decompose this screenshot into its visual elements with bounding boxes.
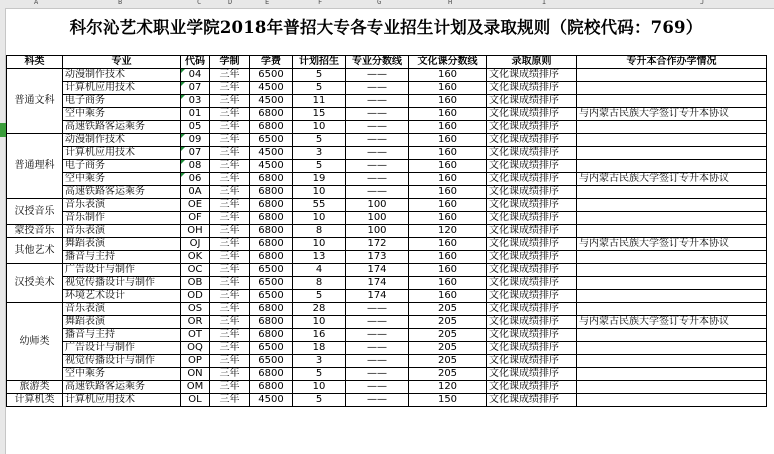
fee-cell[interactable]: 6800 xyxy=(250,381,293,394)
coop-cell[interactable] xyxy=(577,160,767,173)
culture-line-cell[interactable]: 160 xyxy=(409,82,487,95)
code-cell[interactable]: 06 xyxy=(181,173,210,186)
pro-line-cell[interactable]: —— xyxy=(346,368,409,381)
coop-cell[interactable]: 与内蒙古民族大学签订专升本协议 xyxy=(577,316,767,329)
pro-line-cell[interactable]: —— xyxy=(346,69,409,82)
fee-cell[interactable]: 6500 xyxy=(250,69,293,82)
rule-cell[interactable]: 文化课成绩排序 xyxy=(487,160,577,173)
code-cell[interactable]: 04 xyxy=(181,69,210,82)
table-row xyxy=(7,173,767,186)
rule-cell[interactable]: 文化课成绩排序 xyxy=(487,277,577,290)
years-cell[interactable]: 三年 xyxy=(210,121,250,134)
major-cell[interactable]: 电子商务 xyxy=(63,95,181,108)
culture-line-cell[interactable]: 150 xyxy=(409,394,487,407)
culture-line-cell[interactable]: 160 xyxy=(409,186,487,199)
years-cell[interactable]: 三年 xyxy=(210,251,250,264)
coop-cell[interactable]: 与内蒙古民族大学签订专升本协议 xyxy=(577,173,767,186)
culture-line-cell[interactable]: 160 xyxy=(409,173,487,186)
fee-cell[interactable]: 6800 xyxy=(250,212,293,225)
years-cell[interactable]: 三年 xyxy=(210,212,250,225)
major-cell[interactable]: 计算机应用技术 xyxy=(63,82,181,95)
pro-line-cell[interactable]: 172 xyxy=(346,238,409,251)
pro-line-cell[interactable]: —— xyxy=(346,329,409,342)
table-row xyxy=(7,329,767,342)
major-cell[interactable]: 音乐制作 xyxy=(63,212,181,225)
fee-cell[interactable]: 4500 xyxy=(250,95,293,108)
table-row xyxy=(7,303,767,316)
category-cell[interactable]: 汉授音乐 xyxy=(7,199,63,225)
fee-cell[interactable]: 6800 xyxy=(250,121,293,134)
pro-line-cell[interactable]: —— xyxy=(346,342,409,355)
plan-cell[interactable]: 3 xyxy=(293,147,346,160)
plan-cell[interactable]: 28 xyxy=(293,303,346,316)
pro-line-cell[interactable]: —— xyxy=(346,121,409,134)
rule-cell[interactable]: 文化课成绩排序 xyxy=(487,316,577,329)
code-cell[interactable]: 05 xyxy=(181,121,210,134)
code-cell[interactable]: OS xyxy=(181,303,210,316)
plan-cell[interactable]: 8 xyxy=(293,225,346,238)
rule-cell[interactable]: 文化课成绩排序 xyxy=(487,355,577,368)
coop-cell[interactable] xyxy=(577,69,767,82)
major-cell[interactable]: 播音与主持 xyxy=(63,251,181,264)
plan-cell[interactable]: 13 xyxy=(293,251,346,264)
plan-cell[interactable]: 5 xyxy=(293,368,346,381)
major-cell[interactable]: 计算机应用技术 xyxy=(63,147,181,160)
culture-line-cell[interactable]: 160 xyxy=(409,147,487,160)
plan-cell[interactable]: 55 xyxy=(293,199,346,212)
rule-cell[interactable]: 文化课成绩排序 xyxy=(487,173,577,186)
column-header-bar[interactable] xyxy=(0,0,774,9)
plan-cell[interactable]: 10 xyxy=(293,381,346,394)
rule-cell[interactable]: 文化课成绩排序 xyxy=(487,108,577,121)
code-cell[interactable]: 01 xyxy=(181,108,210,121)
rule-cell[interactable]: 文化课成绩排序 xyxy=(487,121,577,134)
culture-line-cell[interactable]: 160 xyxy=(409,134,487,147)
plan-cell[interactable]: 18 xyxy=(293,342,346,355)
code-cell[interactable]: OP xyxy=(181,355,210,368)
code-cell[interactable]: OT xyxy=(181,329,210,342)
culture-line-cell[interactable]: 205 xyxy=(409,342,487,355)
pro-line-cell[interactable]: —— xyxy=(346,173,409,186)
code-cell[interactable]: 03 xyxy=(181,95,210,108)
culture-line-cell[interactable]: 160 xyxy=(409,212,487,225)
major-cell[interactable]: 视觉传播设计与制作 xyxy=(63,277,181,290)
table-row xyxy=(7,290,767,303)
major-cell[interactable]: 舞蹈表演 xyxy=(63,238,181,251)
table-row xyxy=(7,121,767,134)
fee-cell[interactable]: 6500 xyxy=(250,355,293,368)
plan-cell[interactable]: 19 xyxy=(293,173,346,186)
pro-line-cell[interactable]: 174 xyxy=(346,264,409,277)
rule-cell[interactable]: 文化课成绩排序 xyxy=(487,82,577,95)
plan-cell[interactable]: 8 xyxy=(293,277,346,290)
header-rule[interactable]: 录取原则 xyxy=(487,56,577,69)
years-cell[interactable]: 三年 xyxy=(210,95,250,108)
fee-cell[interactable]: 6500 xyxy=(250,134,293,147)
years-cell[interactable]: 三年 xyxy=(210,264,250,277)
major-cell[interactable]: 空中乘务 xyxy=(63,368,181,381)
table-row xyxy=(7,186,767,199)
coop-cell[interactable] xyxy=(577,394,767,407)
column-letter-i[interactable]: I xyxy=(542,0,547,6)
years-cell[interactable]: 三年 xyxy=(210,290,250,303)
code-cell[interactable]: 08 xyxy=(181,160,210,173)
rule-cell[interactable]: 文化课成绩排序 xyxy=(487,368,577,381)
coop-cell[interactable] xyxy=(577,368,767,381)
major-cell[interactable]: 视觉传播设计与制作 xyxy=(63,355,181,368)
culture-line-cell[interactable]: 160 xyxy=(409,69,487,82)
pro-line-cell[interactable]: —— xyxy=(346,147,409,160)
pro-line-cell[interactable]: —— xyxy=(346,316,409,329)
fee-cell[interactable]: 4500 xyxy=(250,147,293,160)
coop-cell[interactable] xyxy=(577,134,767,147)
pro-line-cell[interactable]: 174 xyxy=(346,290,409,303)
header-culture-line[interactable]: 文化课分数线 xyxy=(409,56,487,69)
code-cell[interactable]: OL xyxy=(181,394,210,407)
major-cell[interactable]: 空中乘务 xyxy=(63,108,181,121)
rule-cell[interactable]: 文化课成绩排序 xyxy=(487,147,577,160)
coop-cell[interactable] xyxy=(577,212,767,225)
coop-cell[interactable] xyxy=(577,251,767,264)
category-cell[interactable]: 幼师类 xyxy=(7,303,63,381)
major-cell[interactable]: 高速铁路客运乘务 xyxy=(63,186,181,199)
years-cell[interactable]: 三年 xyxy=(210,134,250,147)
table-row xyxy=(7,316,767,329)
fee-cell[interactable]: 4500 xyxy=(250,82,293,95)
header-pro-line[interactable]: 专业分数线 xyxy=(346,56,409,69)
pro-line-cell[interactable]: 100 xyxy=(346,212,409,225)
table-row xyxy=(7,160,767,173)
header-years[interactable]: 学制 xyxy=(210,56,250,69)
table-row xyxy=(7,147,767,160)
years-cell[interactable]: 三年 xyxy=(210,199,250,212)
culture-line-cell[interactable]: 160 xyxy=(409,290,487,303)
coop-cell[interactable] xyxy=(577,277,767,290)
major-cell[interactable]: 音乐表演 xyxy=(63,225,181,238)
header-plan[interactable]: 计划招生 xyxy=(293,56,346,69)
years-cell[interactable]: 三年 xyxy=(210,186,250,199)
sheet-title[interactable]: 科尔沁艺术职业学院2018年普招大专各专业招生计划及录取规则（院校代码：769） xyxy=(69,18,703,37)
pro-line-cell[interactable]: —— xyxy=(346,186,409,199)
code-cell[interactable]: 0A xyxy=(181,186,210,199)
culture-line-cell[interactable]: 120 xyxy=(409,381,487,394)
table-row xyxy=(7,355,767,368)
code-cell[interactable]: ON xyxy=(181,368,210,381)
culture-line-cell[interactable]: 160 xyxy=(409,121,487,134)
pro-line-cell[interactable]: —— xyxy=(346,95,409,108)
coop-cell[interactable] xyxy=(577,147,767,160)
table-row xyxy=(7,108,767,121)
category-cell[interactable]: 普通理科 xyxy=(7,134,63,199)
category-cell[interactable]: 普通文科 xyxy=(7,69,63,134)
fee-cell[interactable]: 6800 xyxy=(250,186,293,199)
header-fee[interactable]: 学费 xyxy=(250,56,293,69)
coop-cell[interactable]: 与内蒙古民族大学签订专升本协议 xyxy=(577,238,767,251)
years-cell[interactable]: 三年 xyxy=(210,316,250,329)
pro-line-cell[interactable]: —— xyxy=(346,355,409,368)
code-cell[interactable]: OC xyxy=(181,264,210,277)
culture-line-cell[interactable]: 120 xyxy=(409,225,487,238)
coop-cell[interactable] xyxy=(577,342,767,355)
table-row xyxy=(7,277,767,290)
plan-cell[interactable]: 11 xyxy=(293,95,346,108)
fee-cell[interactable]: 6800 xyxy=(250,108,293,121)
coop-cell[interactable] xyxy=(577,290,767,303)
rule-cell[interactable]: 文化课成绩排序 xyxy=(487,212,577,225)
major-cell[interactable]: 高速铁路客运乘务 xyxy=(63,121,181,134)
coop-cell[interactable] xyxy=(577,329,767,342)
rule-cell[interactable]: 文化课成绩排序 xyxy=(487,225,577,238)
code-cell[interactable]: OB xyxy=(181,277,210,290)
code-cell[interactable]: OR xyxy=(181,316,210,329)
pro-line-cell[interactable]: 100 xyxy=(346,225,409,238)
major-cell[interactable]: 广告设计与制作 xyxy=(63,264,181,277)
code-cell[interactable]: OD xyxy=(181,290,210,303)
coop-cell[interactable] xyxy=(577,303,767,316)
plan-cell[interactable]: 5 xyxy=(293,69,346,82)
coop-cell[interactable] xyxy=(577,121,767,134)
plan-cell[interactable]: 10 xyxy=(293,212,346,225)
years-cell[interactable]: 三年 xyxy=(210,381,250,394)
fee-cell[interactable]: 4500 xyxy=(250,160,293,173)
table-row xyxy=(7,394,767,407)
years-cell[interactable]: 三年 xyxy=(210,108,250,121)
plan-cell[interactable]: 10 xyxy=(293,186,346,199)
plan-cell[interactable]: 5 xyxy=(293,394,346,407)
years-cell[interactable]: 三年 xyxy=(210,355,250,368)
pro-line-cell[interactable]: 173 xyxy=(346,251,409,264)
fee-cell[interactable]: 6800 xyxy=(250,368,293,381)
fee-cell[interactable]: 6500 xyxy=(250,342,293,355)
plan-cell[interactable]: 4 xyxy=(293,264,346,277)
plan-cell[interactable]: 16 xyxy=(293,329,346,342)
culture-line-cell[interactable]: 160 xyxy=(409,277,487,290)
rule-cell[interactable]: 文化课成绩排序 xyxy=(487,199,577,212)
years-cell[interactable]: 三年 xyxy=(210,147,250,160)
culture-line-cell[interactable]: 160 xyxy=(409,108,487,121)
coop-cell[interactable] xyxy=(577,82,767,95)
years-cell[interactable]: 三年 xyxy=(210,303,250,316)
coop-cell[interactable] xyxy=(577,95,767,108)
major-cell[interactable]: 电子商务 xyxy=(63,160,181,173)
years-cell[interactable]: 三年 xyxy=(210,82,250,95)
column-letter-e[interactable]: E xyxy=(265,0,270,6)
fee-cell[interactable]: 6800 xyxy=(250,238,293,251)
pro-line-cell[interactable]: —— xyxy=(346,381,409,394)
coop-cell[interactable] xyxy=(577,264,767,277)
years-cell[interactable]: 三年 xyxy=(210,225,250,238)
category-cell[interactable]: 旅游类 xyxy=(7,381,63,394)
fee-cell[interactable]: 6500 xyxy=(250,264,293,277)
culture-line-cell[interactable]: 160 xyxy=(409,95,487,108)
column-letter-c[interactable]: C xyxy=(197,0,202,6)
column-letter-j[interactable]: J xyxy=(700,0,705,6)
fee-cell[interactable]: 6500 xyxy=(250,290,293,303)
category-cell[interactable]: 计算机类 xyxy=(7,394,63,407)
column-letter-h[interactable]: H xyxy=(448,0,453,6)
fee-cell[interactable]: 6800 xyxy=(250,329,293,342)
years-cell[interactable]: 三年 xyxy=(210,173,250,186)
coop-cell[interactable] xyxy=(577,355,767,368)
plan-cell[interactable]: 10 xyxy=(293,316,346,329)
culture-line-cell[interactable]: 160 xyxy=(409,251,487,264)
code-cell[interactable]: 07 xyxy=(181,147,210,160)
column-letter-b[interactable]: B xyxy=(118,0,123,6)
table-row xyxy=(7,134,767,147)
table-header-row xyxy=(7,56,767,69)
culture-line-cell[interactable]: 205 xyxy=(409,355,487,368)
pro-line-cell[interactable]: —— xyxy=(346,303,409,316)
coop-cell[interactable]: 与内蒙古民族大学签订专升本协议 xyxy=(577,108,767,121)
plan-cell[interactable]: 3 xyxy=(293,355,346,368)
fee-cell[interactable]: 6800 xyxy=(250,225,293,238)
coop-cell[interactable] xyxy=(577,225,767,238)
rule-cell[interactable]: 文化课成绩排序 xyxy=(487,342,577,355)
rule-cell[interactable]: 文化课成绩排序 xyxy=(487,290,577,303)
major-cell[interactable]: 动漫制作技术 xyxy=(63,69,181,82)
years-cell[interactable]: 三年 xyxy=(210,394,250,407)
fee-cell[interactable]: 6500 xyxy=(250,277,293,290)
plan-cell[interactable]: 10 xyxy=(293,121,346,134)
culture-line-cell[interactable]: 205 xyxy=(409,303,487,316)
table-row xyxy=(7,69,767,82)
culture-line-cell[interactable]: 160 xyxy=(409,264,487,277)
years-cell[interactable]: 三年 xyxy=(210,160,250,173)
pro-line-cell[interactable]: 174 xyxy=(346,277,409,290)
major-cell[interactable]: 动漫制作技术 xyxy=(63,134,181,147)
major-cell[interactable]: 空中乘务 xyxy=(63,173,181,186)
pro-line-cell[interactable]: —— xyxy=(346,108,409,121)
major-cell[interactable]: 高速铁路客运乘务 xyxy=(63,381,181,394)
table-row xyxy=(7,212,767,225)
years-cell[interactable]: 三年 xyxy=(210,238,250,251)
rule-cell[interactable]: 文化课成绩排序 xyxy=(487,329,577,342)
header-category[interactable]: 科类 xyxy=(7,56,63,69)
pro-line-cell[interactable]: 100 xyxy=(346,199,409,212)
plan-cell[interactable]: 15 xyxy=(293,108,346,121)
years-cell[interactable]: 三年 xyxy=(210,342,250,355)
rule-cell[interactable]: 文化课成绩排序 xyxy=(487,69,577,82)
code-cell[interactable]: OH xyxy=(181,225,210,238)
coop-cell[interactable] xyxy=(577,199,767,212)
plan-cell[interactable]: 10 xyxy=(293,238,346,251)
fee-cell[interactable]: 4500 xyxy=(250,394,293,407)
table-row xyxy=(7,264,767,277)
code-cell[interactable]: OJ xyxy=(181,238,210,251)
table-row xyxy=(7,225,767,238)
pro-line-cell[interactable]: —— xyxy=(346,134,409,147)
table-row xyxy=(7,95,767,108)
table-row xyxy=(7,368,767,381)
table-row xyxy=(7,381,767,394)
major-cell[interactable]: 音乐表演 xyxy=(63,199,181,212)
pro-line-cell[interactable]: —— xyxy=(346,160,409,173)
table-row xyxy=(7,251,767,264)
fee-cell[interactable]: 6800 xyxy=(250,199,293,212)
years-cell[interactable]: 三年 xyxy=(210,69,250,82)
code-cell[interactable]: OF xyxy=(181,212,210,225)
column-letter-g[interactable]: G xyxy=(377,0,382,6)
fee-cell[interactable]: 6800 xyxy=(250,303,293,316)
category-cell[interactable]: 其他艺术 xyxy=(7,238,63,264)
fee-cell[interactable]: 6800 xyxy=(250,173,293,186)
culture-line-cell[interactable]: 205 xyxy=(409,329,487,342)
header-coop[interactable]: 专升本合作办学情况 xyxy=(577,56,767,69)
code-cell[interactable]: 07 xyxy=(181,82,210,95)
admission-plan-table xyxy=(6,55,767,407)
rule-cell[interactable]: 文化课成绩排序 xyxy=(487,303,577,316)
column-letter-d[interactable]: D xyxy=(228,0,233,6)
culture-line-cell[interactable]: 160 xyxy=(409,238,487,251)
major-cell[interactable]: 计算机应用技术 xyxy=(63,394,181,407)
code-cell[interactable]: OK xyxy=(181,251,210,264)
pro-line-cell[interactable]: —— xyxy=(346,394,409,407)
table-row xyxy=(7,82,767,95)
rule-cell[interactable]: 文化课成绩排序 xyxy=(487,251,577,264)
fee-cell[interactable]: 6800 xyxy=(250,316,293,329)
major-cell[interactable]: 播音与主持 xyxy=(63,329,181,342)
years-cell[interactable]: 三年 xyxy=(210,277,250,290)
rule-cell[interactable]: 文化课成绩排序 xyxy=(487,186,577,199)
category-cell[interactable]: 蒙授音乐 xyxy=(7,225,63,238)
rule-cell[interactable]: 文化课成绩排序 xyxy=(487,95,577,108)
header-code[interactable]: 代码 xyxy=(181,56,210,69)
major-cell[interactable]: 音乐表演 xyxy=(63,303,181,316)
plan-cell[interactable]: 5 xyxy=(293,290,346,303)
plan-cell[interactable]: 5 xyxy=(293,160,346,173)
coop-cell[interactable] xyxy=(577,186,767,199)
code-cell[interactable]: OM xyxy=(181,381,210,394)
code-cell[interactable]: OE xyxy=(181,199,210,212)
fee-cell[interactable]: 6800 xyxy=(250,251,293,264)
culture-line-cell[interactable]: 205 xyxy=(409,316,487,329)
rule-cell[interactable]: 文化课成绩排序 xyxy=(487,134,577,147)
table-row xyxy=(7,199,767,212)
major-cell[interactable]: 环境艺术设计 xyxy=(63,290,181,303)
culture-line-cell[interactable]: 160 xyxy=(409,199,487,212)
rule-cell[interactable]: 文化课成绩排序 xyxy=(487,264,577,277)
years-cell[interactable]: 三年 xyxy=(210,368,250,381)
plan-cell[interactable]: 5 xyxy=(293,82,346,95)
column-letter-f[interactable]: F xyxy=(318,0,323,6)
major-cell[interactable]: 舞蹈表演 xyxy=(63,316,181,329)
major-cell[interactable]: 广告设计与制作 xyxy=(63,342,181,355)
table-row xyxy=(7,342,767,355)
years-cell[interactable]: 三年 xyxy=(210,329,250,342)
pro-line-cell[interactable]: —— xyxy=(346,82,409,95)
rule-cell[interactable]: 文化课成绩排序 xyxy=(487,381,577,394)
category-cell[interactable]: 汉授美术 xyxy=(7,264,63,303)
culture-line-cell[interactable]: 160 xyxy=(409,160,487,173)
code-cell[interactable]: 09 xyxy=(181,134,210,147)
rule-cell[interactable]: 文化课成绩排序 xyxy=(487,238,577,251)
header-major[interactable]: 专业 xyxy=(63,56,181,69)
plan-cell[interactable]: 5 xyxy=(293,134,346,147)
code-cell[interactable]: OQ xyxy=(181,342,210,355)
table-row xyxy=(7,238,767,251)
culture-line-cell[interactable]: 205 xyxy=(409,368,487,381)
rule-cell[interactable]: 文化课成绩排序 xyxy=(487,394,577,407)
column-letter-a[interactable]: A xyxy=(34,0,39,6)
coop-cell[interactable] xyxy=(577,381,767,394)
